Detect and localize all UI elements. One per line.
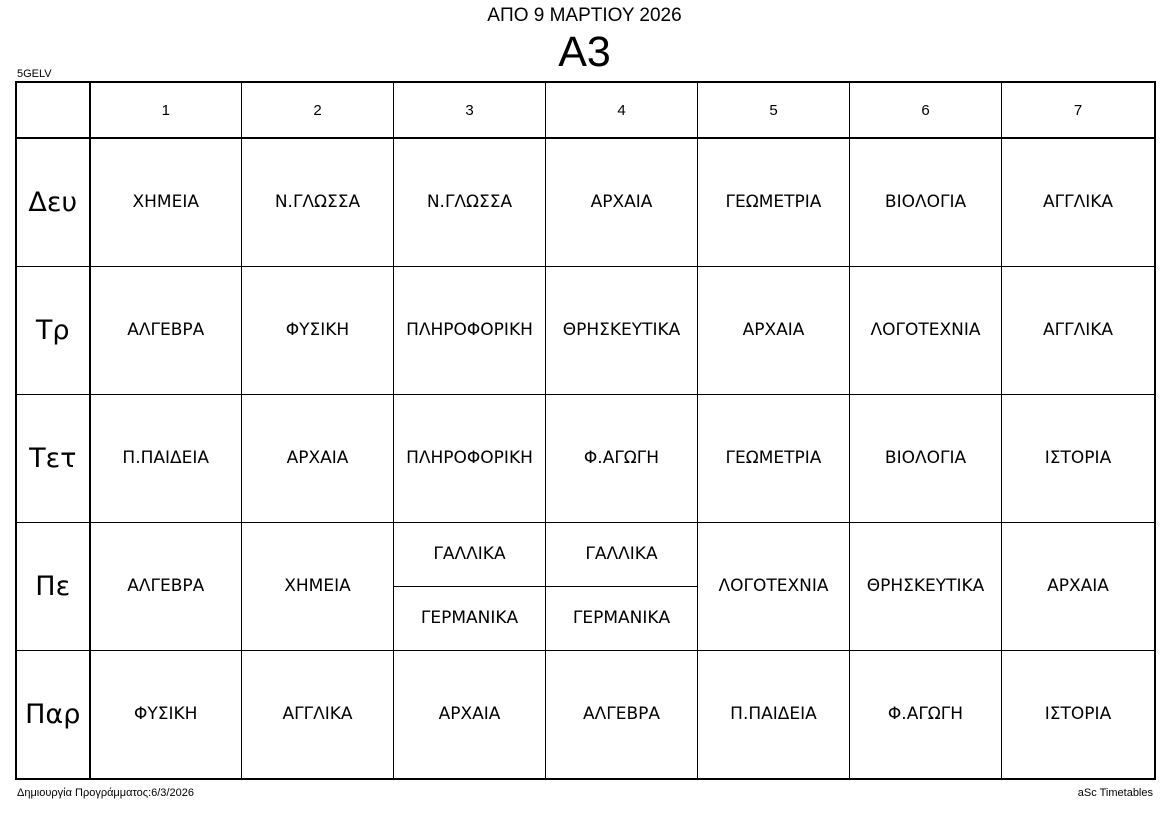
lesson-cell: ΛΟΓΟΤΕΧΝΙΑ (698, 523, 850, 651)
lesson-cell: ΑΓΓΛΙΚΑ (242, 651, 394, 779)
lesson-cell: ΒΙΟΛΟΓΙΑ (850, 395, 1002, 523)
period-header: 7 (1002, 83, 1155, 139)
day-label: Τετ (17, 395, 90, 523)
lesson-cell: ΦΥΣΙΚΗ (242, 267, 394, 395)
lesson-cell: ΧΗΜΕΙΑ (242, 523, 394, 651)
lesson-cell: ΑΛΓΕΒΡΑ (90, 267, 242, 395)
day-row-monday (17, 138, 1155, 267)
lesson-cell: Π.ΠΑΙΔΕΙΑ (698, 651, 850, 779)
lesson-cell: Φ.ΑΓΩΓΗ (546, 395, 698, 523)
period-header: 6 (850, 83, 1002, 139)
timetable-subtitle: ΑΠΟ 9 ΜΑΡΤΙΟΥ 2026 (487, 5, 682, 26)
lesson-cell: Ν.ΓΛΩΣΣΑ (242, 138, 394, 267)
lesson-cell-group-a: ΓΑΛΛΙΚΑ (546, 523, 698, 587)
lesson-cell: ΑΡΧΑΙΑ (546, 138, 698, 267)
lesson-cell: Ν.ΓΛΩΣΣΑ (394, 138, 546, 267)
lesson-cell: ΓΕΩΜΕΤΡΙΑ (698, 395, 850, 523)
lesson-cell-group-b: ΓΕΡΜΑΝΙΚΑ (394, 587, 546, 651)
lesson-cell: ΑΓΓΛΙΚΑ (1002, 267, 1155, 395)
lesson-cell: ΧΗΜΕΙΑ (90, 138, 242, 267)
lesson-cell: ΘΡΗΣΚΕΥΤΙΚΑ (850, 523, 1002, 651)
corner-cell (17, 83, 90, 139)
lesson-cell: ΑΡΧΑΙΑ (242, 395, 394, 523)
school-code: 5GELV (17, 68, 52, 80)
period-header-row (17, 83, 1155, 139)
lesson-cell-group-b: ΓΕΡΜΑΝΙΚΑ (546, 587, 698, 651)
lesson-cell: ΑΡΧΑΙΑ (394, 651, 546, 779)
lesson-cell: ΑΡΧΑΙΑ (1002, 523, 1155, 651)
lesson-cell: ΙΣΤΟΡΙΑ (1002, 395, 1155, 523)
period-header: 4 (546, 83, 698, 139)
lesson-cell: ΑΡΧΑΙΑ (698, 267, 850, 395)
day-row-friday (17, 651, 1155, 779)
period-header: 3 (394, 83, 546, 139)
lesson-cell: ΠΛΗΡΟΦΟΡΙΚΗ (394, 267, 546, 395)
day-label: Τρ (17, 267, 90, 395)
lesson-cell: ΑΛΓΕΒΡΑ (90, 523, 242, 651)
lesson-cell: ΛΟΓΟΤΕΧΝΙΑ (850, 267, 1002, 395)
lesson-cell: ΠΛΗΡΟΦΟΡΙΚΗ (394, 395, 546, 523)
lesson-cell: ΓΕΩΜΕΤΡΙΑ (698, 138, 850, 267)
lesson-cell: ΑΓΓΛΙΚΑ (1002, 138, 1155, 267)
day-row-thursday (17, 523, 1155, 587)
lesson-cell-group-a: ΓΑΛΛΙΚΑ (394, 523, 546, 587)
lesson-cell: ΦΥΣΙΚΗ (90, 651, 242, 779)
day-row-tuesday (17, 267, 1155, 395)
class-title: Α3 (558, 28, 611, 76)
lesson-cell: Π.ΠΑΙΔΕΙΑ (90, 395, 242, 523)
lesson-cell: ΙΣΤΟΡΙΑ (1002, 651, 1155, 779)
period-header: 5 (698, 83, 850, 139)
period-header: 1 (90, 83, 242, 139)
day-label: Δευ (17, 138, 90, 267)
creation-date: Δημιουργία Προγράμματος:6/3/2026 (17, 787, 194, 799)
lesson-cell: Φ.ΑΓΩΓΗ (850, 651, 1002, 779)
timetable-grid (16, 82, 1155, 779)
day-label: Πε (17, 523, 90, 651)
day-row-wednesday (17, 395, 1155, 523)
day-label: Παρ (17, 651, 90, 779)
software-credit: aSc Timetables (1077, 787, 1153, 799)
lesson-cell: ΒΙΟΛΟΓΙΑ (850, 138, 1002, 267)
lesson-cell: ΘΡΗΣΚΕΥΤΙΚΑ (546, 267, 698, 395)
period-header: 2 (242, 83, 394, 139)
lesson-cell: ΑΛΓΕΒΡΑ (546, 651, 698, 779)
